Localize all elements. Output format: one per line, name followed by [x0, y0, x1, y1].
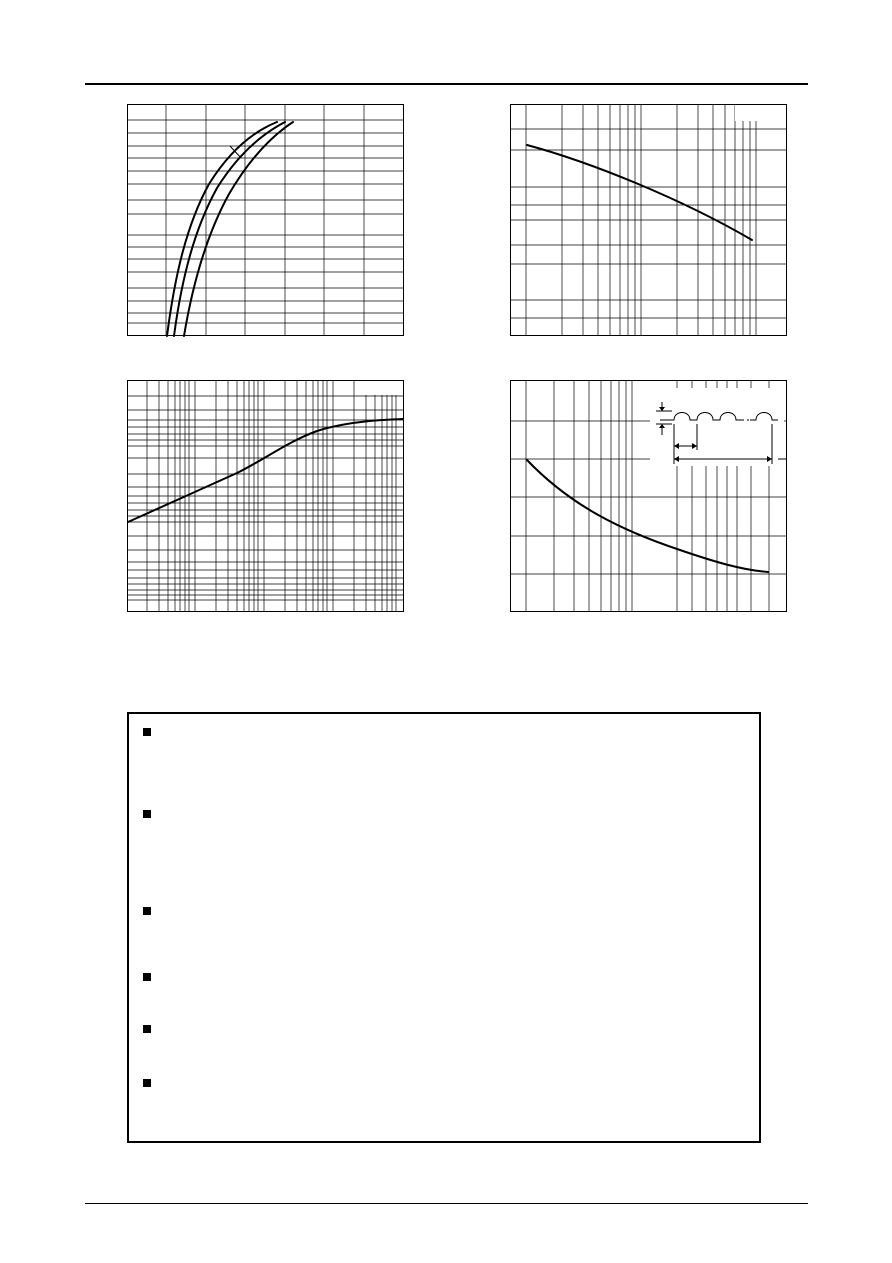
graph-bottom-right — [510, 380, 787, 612]
graph-top-left-curve-1 — [167, 122, 277, 336]
square-bullet-icon — [143, 1079, 151, 1087]
header-rule — [85, 83, 808, 85]
square-bullet-icon — [143, 1025, 151, 1033]
ripple-waveform-inset — [650, 388, 786, 466]
graph-top-right-label-space — [735, 105, 765, 121]
graph-top-right-curve — [527, 145, 752, 240]
graph-bottom-left-curve — [128, 419, 403, 522]
footer-rule — [85, 1203, 808, 1204]
graph-bottom-left-grid — [127, 380, 404, 612]
square-bullet-icon — [143, 973, 151, 981]
square-bullet-icon — [143, 907, 151, 915]
square-bullet-icon — [143, 810, 151, 818]
notes-box — [127, 712, 761, 1143]
graph-top-left — [127, 104, 404, 336]
graph-bottom-left — [127, 380, 404, 612]
graph-top-left-curve-3 — [184, 122, 293, 336]
graph-top-left-leader — [230, 146, 241, 158]
graph-bottom-right-curve — [527, 460, 768, 572]
graph-bottom-left-label-space — [355, 381, 403, 395]
graph-top-right-grid — [510, 104, 787, 336]
graph-top-right — [510, 104, 787, 336]
graph-top-left-grid — [127, 104, 404, 336]
square-bullet-icon — [143, 728, 151, 736]
